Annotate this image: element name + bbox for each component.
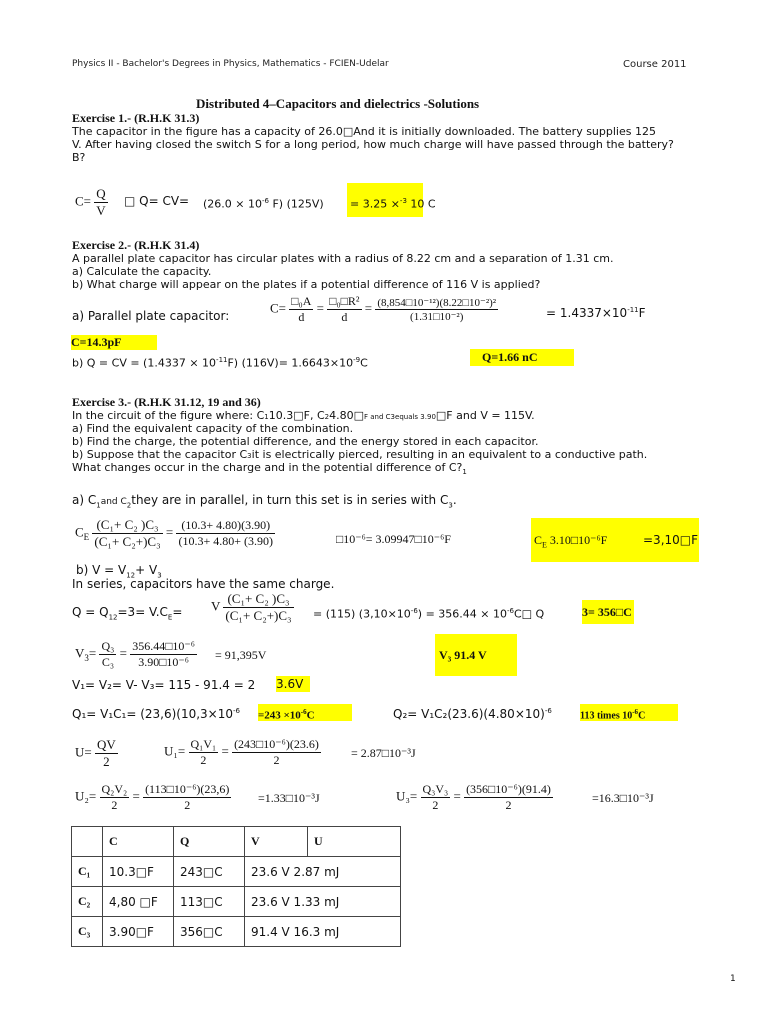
table-cell: C₁ xyxy=(72,857,103,887)
table-row xyxy=(72,917,401,947)
exercise-1-heading: Exercise 1.- (R.H.K 31.3) xyxy=(72,111,200,125)
exercise-3-text-5: What changes occur in the charge and in the potential difference of $C?_1$ xyxy=(72,461,467,477)
ex3-u1-formula: U₁= $\frac{\text{Q₁V₁}}{2}$ = $\frac{\text{(243□10⁻⁶)(23.6)}}{2}$ xyxy=(164,737,319,767)
table-header-cell: C xyxy=(103,827,174,857)
exercise-1-text-2: V. After having closed the switch S for a long period, how much charge will have passed through the battery? xyxy=(72,138,674,151)
ex3-u-formula: U= $\frac{QV}{2}$ xyxy=(75,737,116,769)
ex3-q-line: $Q = Q_{12}=3= V.C_E=$ xyxy=(72,605,183,622)
ex3-q2-line: $Q_2= V_1C_2(23.6)(4.80\times 10)^{-6}$ xyxy=(393,707,552,721)
table-cell: C₂ xyxy=(72,887,103,917)
table-header-row xyxy=(72,827,401,857)
exercise-2-text-1: A parallel plate capacitor has circular plates with a radius of 8.22 cm and a separation of 1.31 cm. xyxy=(72,252,614,265)
ex3-a-text: a) $C_1and$ $C_2they$ are in parallel, in turn this set is in series with $C_3$. xyxy=(72,493,457,510)
ex2-a-label: a) Parallel plate capacitor: xyxy=(72,309,230,323)
page-title: Distributed 4–Capacitors and dielectrics -Solutions xyxy=(196,96,480,111)
exercise-2-heading: Exercise 2.- (R.H.K 31.4) xyxy=(72,238,200,252)
ex2-c-box: C=14.3pF xyxy=(71,335,157,350)
ex3-v1-line: V₁= V₂= V- V₃= 115 - 91.4 = 2 xyxy=(72,678,256,692)
ex3-q1-line: $Q_1= V_1C_1= (23,6)(10,3\times 10^{-6}$ xyxy=(72,707,240,721)
ex1-c-eq: C= xyxy=(75,193,92,209)
ex3-q-formula: V $\frac{\text{(C₁+ C₂ )C₃}}{\text{(C₁+ C₂+)C₃}}$ xyxy=(211,591,292,623)
results-table xyxy=(71,826,401,947)
table-cell: 23.6 V 2.87 mJ xyxy=(245,857,401,887)
ex3-q1-box: $=243 \times 10^{-6}C$ xyxy=(258,704,352,721)
ex1-formula xyxy=(75,186,108,219)
header-left: Physics II - Bachelor's Degrees in Physics, Mathematics - FCIEN-Udelar xyxy=(72,59,389,69)
table-row xyxy=(72,857,401,887)
exercise-2-text-2: a) Calculate the capacity. xyxy=(72,265,212,278)
table-cell: 356□C xyxy=(174,917,245,947)
ex3-ce-box: $C_E$ 3.10□10⁻⁶F xyxy=(534,533,608,550)
ex3-b-v: b) $V = V_{12}+ V_3$ xyxy=(76,563,162,580)
table-header-cell: Q xyxy=(174,827,245,857)
table-header-cell xyxy=(72,827,103,857)
ex3-u3-formula: U₃= $\frac{\text{Q₃V₃}}{2}$ = $\frac{\text{(356□10⁻⁶)(91.4)}}{2}$ xyxy=(396,782,551,812)
ex3-u2-formula: U₂= $\frac{\text{Q₂V₂}}{2}$ = $\frac{\text{(113□10⁻⁶)(23,6)}}{2}$ xyxy=(75,782,230,812)
table-cell: 91.4 V 16.3 mJ xyxy=(245,917,401,947)
ex3-ce-tail: □10⁻⁶= 3.09947□10⁻⁶F xyxy=(336,532,451,546)
ex3-ce-box2: =3,10□F xyxy=(643,533,699,547)
ex1-calc: ($26.0 \times 10^{-6}$ F) (125V) xyxy=(203,197,324,211)
exercise-1-text-1: The capacitor in the figure has a capacity of 26.0□And it is initially downloaded. The battery supplies 125 xyxy=(72,125,656,138)
exercise-3-text-1: In the circuit of the figure where: C110.3□F, C24.80□F and C3equals 3.90□F and V = 115V. xyxy=(72,409,535,422)
exercise-3-text-3: b) Find the charge, the potential difference, and the energy stored in each capacitor. xyxy=(72,435,539,448)
ex3-series: In series, capacitors have the same charge. xyxy=(72,577,335,591)
exercise-3-heading: Exercise 3.- (R.H.K 31.12, 19 and 36) xyxy=(72,395,261,409)
table-header-cell: U xyxy=(308,827,401,857)
ex3-ce-formula: $C_E$ $\frac{\text{(C₁+ C₂ )C₃}}{\text{(C₁+ C₂+)C₃}}$ = $\frac{(10.3+ 4.80)(3.90)}{(10.3+ 4.80+ (3.90)}$ xyxy=(75,517,273,549)
exercise-3-text-2: a) Find the equivalent capacity of the combination. xyxy=(72,422,354,435)
ex1-fraction: $\frac{Q}{V}$ xyxy=(96,186,106,218)
ex2-b-line: b) Q = CV = $(1.4337 \times 10^{-11}F)$ $(116V)= 1.6643\times 10^{-9}C$ xyxy=(72,356,368,370)
ex3-u3-tail: =16.3□10⁻³J xyxy=(592,791,654,805)
table-header-cell: V xyxy=(245,827,308,857)
table-cell: C₃ xyxy=(72,917,103,947)
exercise-1-text-3: B? xyxy=(72,151,86,164)
ex2-q-box: Q=1.66 nC xyxy=(470,349,574,366)
ex3-v3-box: V₃ 91.4 V xyxy=(435,634,517,676)
ex1-q-cv: □ Q= CV= xyxy=(124,194,190,208)
table-row xyxy=(72,887,401,917)
table-cell: 4,80 □F xyxy=(103,887,174,917)
page-number: 1 xyxy=(730,974,736,984)
ex3-v1-box: 3.6V xyxy=(276,676,310,692)
ex3-q-box: 3= 356□C xyxy=(582,600,634,624)
table-cell: 113□C xyxy=(174,887,245,917)
ex1-result: = 3.25 ×$^{-3}$ 10 C xyxy=(350,197,436,211)
table-cell: 23.6 V 1.33 mJ xyxy=(245,887,401,917)
exercise-2-text-3: b) What charge will appear on the plates if a potential difference of 116 V is applied? xyxy=(72,278,541,291)
table-cell: 243□C xyxy=(174,857,245,887)
ex3-u1-tail: = 2.87□10⁻³J xyxy=(351,746,416,760)
ex3-v3-tail: = 91,395V xyxy=(215,648,267,662)
ex2-formula: C= $\frac{\text{□₀A}}{d}$ = $\frac{\text{□₀□R²}}{d}$ = $\frac{\text{(8,854□10⁻¹²)(8.22□10⁻²)²}}{\text{(1.31□10⁻²)}}$ xyxy=(270,294,497,324)
ex3-v3-formula: $V_3=$ $\frac{\text{Q₃}}{\text{C₃}}$ = $\frac{\text{356.44□10⁻⁶}}{\text{3.90□10⁻⁶}}$ xyxy=(75,639,195,669)
ex3-q-calc: = (115) $(3,10\times 10^{-6}) = 356.44$ × $10^{-6}C□$ Q xyxy=(313,607,545,621)
header-right: Course 2011 xyxy=(623,59,687,70)
ex3-u2-tail: =1.33□10⁻³J xyxy=(258,791,320,805)
table-cell: 10.3□F xyxy=(103,857,174,887)
ex2-result: = $1.4337\times 10^{-11}F$ xyxy=(546,306,646,320)
ex3-q2-box: 113 times $10^{-6}C$ xyxy=(580,704,678,721)
exercise-3-text-4: b) Suppose that the capacitor C3it is electrically pierced, resulting in an equivalent to a conductive path. xyxy=(72,448,648,461)
table-cell: 3.90□F xyxy=(103,917,174,947)
